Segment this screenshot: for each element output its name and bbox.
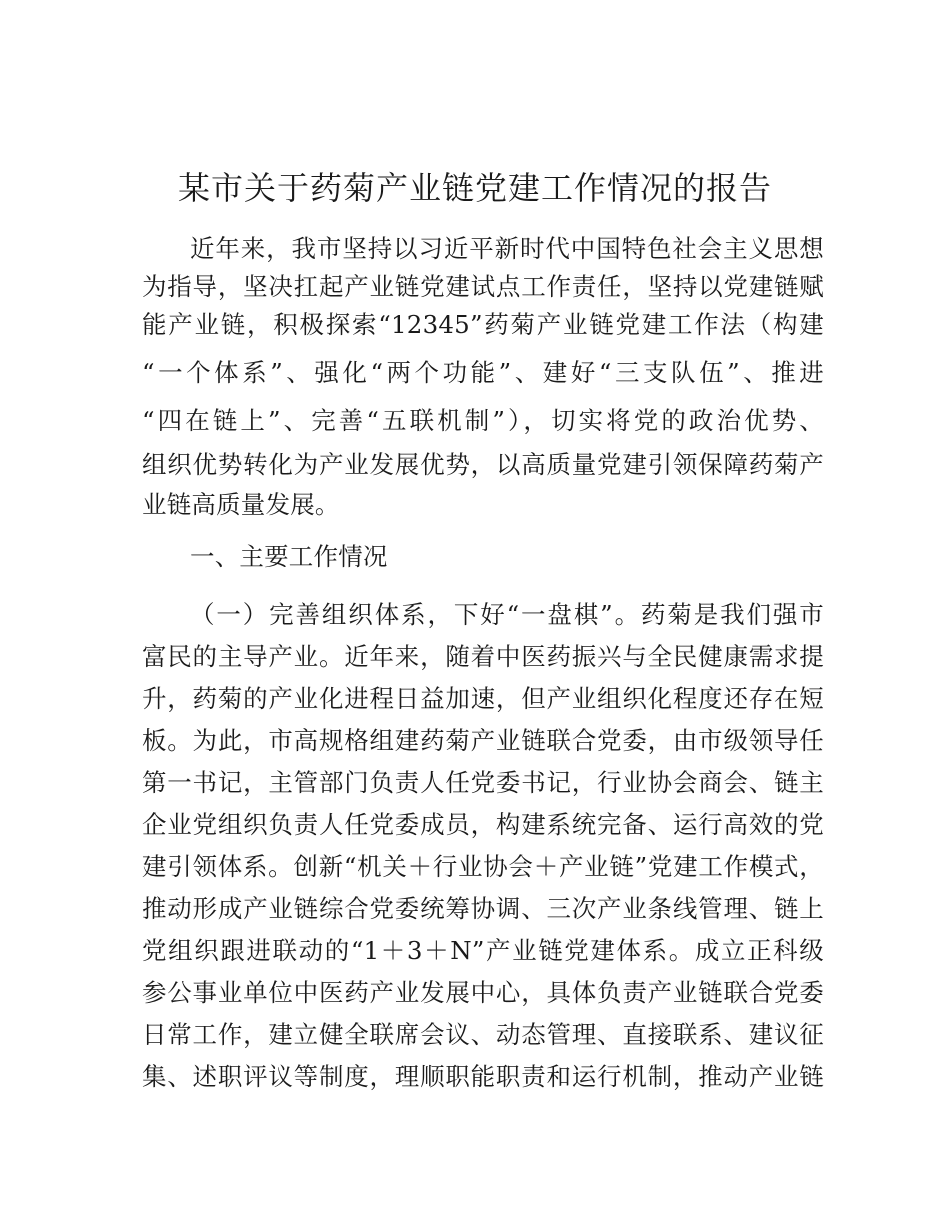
paragraph-line: “四在链上”、完善“五联机制”），切实将党的政治优势、 [142, 406, 824, 435]
paragraph-line: （一）完善组织体系，下好“一盘棋”。药菊是我们强市 [190, 600, 824, 629]
paragraph-line: 富民的主导产业。近年来，随着中医药振兴与全民健康需求提 [142, 642, 824, 671]
paragraph-line: 日常工作，建立健全联席会议、动态管理、直接联系、建议征 [142, 1020, 824, 1049]
paragraph-line: 组织优势转化为产业发展优势，以高质量党建引领保障药菊产 [142, 450, 824, 479]
paragraph-line: 能产业链，积极探索“12345”药菊产业链党建工作法（构建 [142, 310, 824, 339]
paragraph-line: 升，药菊的产业化进程日益加速，但产业组织化程度还存在短 [142, 684, 824, 713]
paragraph-line: 党组织跟进联动的“1＋3＋N”产业链党建体系。成立正科级 [142, 936, 824, 965]
paragraph-line: 企业党组织负责人任党委成员，构建系统完备、运行高效的党 [142, 810, 824, 839]
paragraph-line: 业链高质量发展。 [142, 490, 340, 519]
paragraph-line: 近年来，我市坚持以习近平新时代中国特色社会主义思想 [190, 234, 824, 263]
paragraph-line: 集、述职评议等制度，理顺职能职责和运行机制，推动产业链 [142, 1062, 824, 1091]
paragraph-line: 为指导，坚决扛起产业链党建试点工作责任，坚持以党建链赋 [142, 272, 824, 301]
paragraph-line: 推动形成产业链综合党委统筹协调、三次产业条线管理、链上 [142, 894, 824, 923]
paragraph-line: 参公事业单位中医药产业发展中心，具体负责产业链联合党委 [142, 978, 824, 1007]
paragraph-line: 第一书记，主管部门负责人任党委书记，行业协会商会、链主 [142, 768, 824, 797]
paragraph-line: 建引领体系。创新“机关＋行业协会＋产业链”党建工作模式， [142, 852, 824, 881]
document-title: 某市关于药菊产业链党建工作情况的报告 [177, 169, 772, 207]
section-heading: 一、主要工作情况 [190, 542, 388, 571]
paragraph-line: 板。为此，市高规格组建药菊产业链联合党委，由市级领导任 [142, 726, 824, 755]
paragraph-line: “一个体系”、强化“两个功能”、建好“三支队伍”、推进 [142, 358, 824, 387]
